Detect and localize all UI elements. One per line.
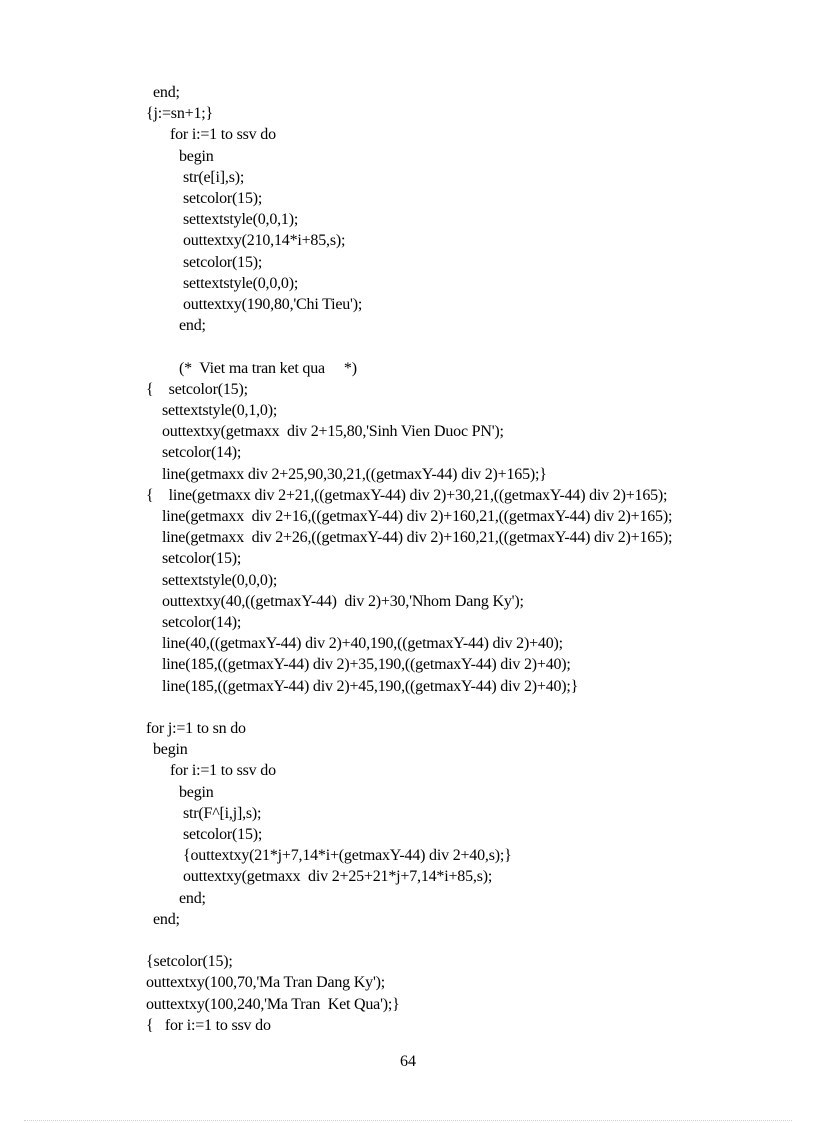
code-line: begin (153, 741, 188, 759)
code-line: end; (179, 317, 206, 335)
code-line: for j:=1 to sn do (146, 720, 246, 737)
code-line: setcolor(15); (183, 190, 263, 207)
code-line: { for i:=1 to ssv do (146, 1016, 271, 1034)
code-line: line(185,((getmaxY-44) div 2)+45,190,((getmaxY-44) div 2)+40);} (162, 677, 579, 695)
code-line: end; (153, 84, 180, 101)
code-line: for i:=1 to ssv do (170, 762, 276, 780)
code-line: outtextxy(getmaxx div 2+25+21*j+7,14*i+85,s); (183, 868, 493, 886)
page-bottom-rule (24, 1120, 792, 1121)
code-line: end; (179, 889, 206, 907)
code-line: settextstyle(0,0,1); (183, 211, 299, 229)
code-line: line(getmaxx div 2+16,((getmaxY-44) div 2)+160,21,((getmaxY-44) div 2)+165); (162, 508, 673, 525)
code-line: setcolor(15); (183, 253, 263, 271)
code-line: outtextxy(getmaxx div 2+15,80,'Sinh Vien Duoc PN'); (162, 423, 504, 441)
code-line: outtextxy(100,70,'Ma Tran Dang Ky'); (146, 974, 385, 992)
code-line: { setcolor(15); (146, 380, 248, 398)
code-line: outtextxy(40,((getmaxY-44) div 2)+30,'Nhom Dang Ky'); (162, 592, 524, 610)
page-number: 64 (400, 1053, 416, 1070)
code-line: settextstyle(0,1,0); (162, 402, 278, 419)
code-line: end; (153, 910, 180, 928)
code-line: { line(getmaxx div 2+21,((getmaxY-44) div 2)+30,21,((getmaxY-44) div 2)+165); (146, 486, 668, 504)
code-line: setcolor(15); (183, 826, 263, 843)
code-line: setcolor(14); (162, 444, 242, 462)
code-line: outtextxy(100,240,'Ma Tran Ket Qua');} (146, 995, 400, 1013)
code-line: line(185,((getmaxY-44) div 2)+35,190,((getmaxY-44) div 2)+40); (162, 656, 571, 674)
code-line: outtextxy(210,14*i+85,s); (183, 232, 346, 250)
code-line: begin (179, 783, 214, 801)
code-line: line(40,((getmaxY-44) div 2)+40,190,((getmaxY-44) div 2)+40); (162, 635, 563, 653)
code-line: {outtextxy(21*j+7,14*i+(getmaxY-44) div 2+40,s);} (183, 847, 512, 865)
code-line: line(getmaxx div 2+25,90,30,21,((getmaxY-44) div 2)+165);} (162, 465, 547, 483)
code-line: (* Viet ma tran ket qua *) (179, 359, 357, 377)
code-line: setcolor(15); (162, 550, 242, 568)
code-line: settextstyle(0,0,0); (183, 274, 299, 292)
code-line: settextstyle(0,0,0); (162, 571, 278, 589)
code-line: {setcolor(15); (146, 953, 233, 971)
code-line: str(F^[i,j],s); (183, 804, 262, 822)
code-line: setcolor(14); (162, 614, 242, 631)
code-line: outtextxy(190,80,'Chi Tieu'); (183, 296, 363, 313)
code-line: begin (179, 147, 214, 165)
code-line: {j:=sn+1;} (146, 105, 213, 123)
code-line: line(getmaxx div 2+26,((getmaxY-44) div 2)+160,21,((getmaxY-44) div 2)+165); (162, 529, 673, 547)
code-line: for i:=1 to ssv do (170, 126, 276, 144)
code-line: str(e[i],s); (183, 168, 245, 186)
